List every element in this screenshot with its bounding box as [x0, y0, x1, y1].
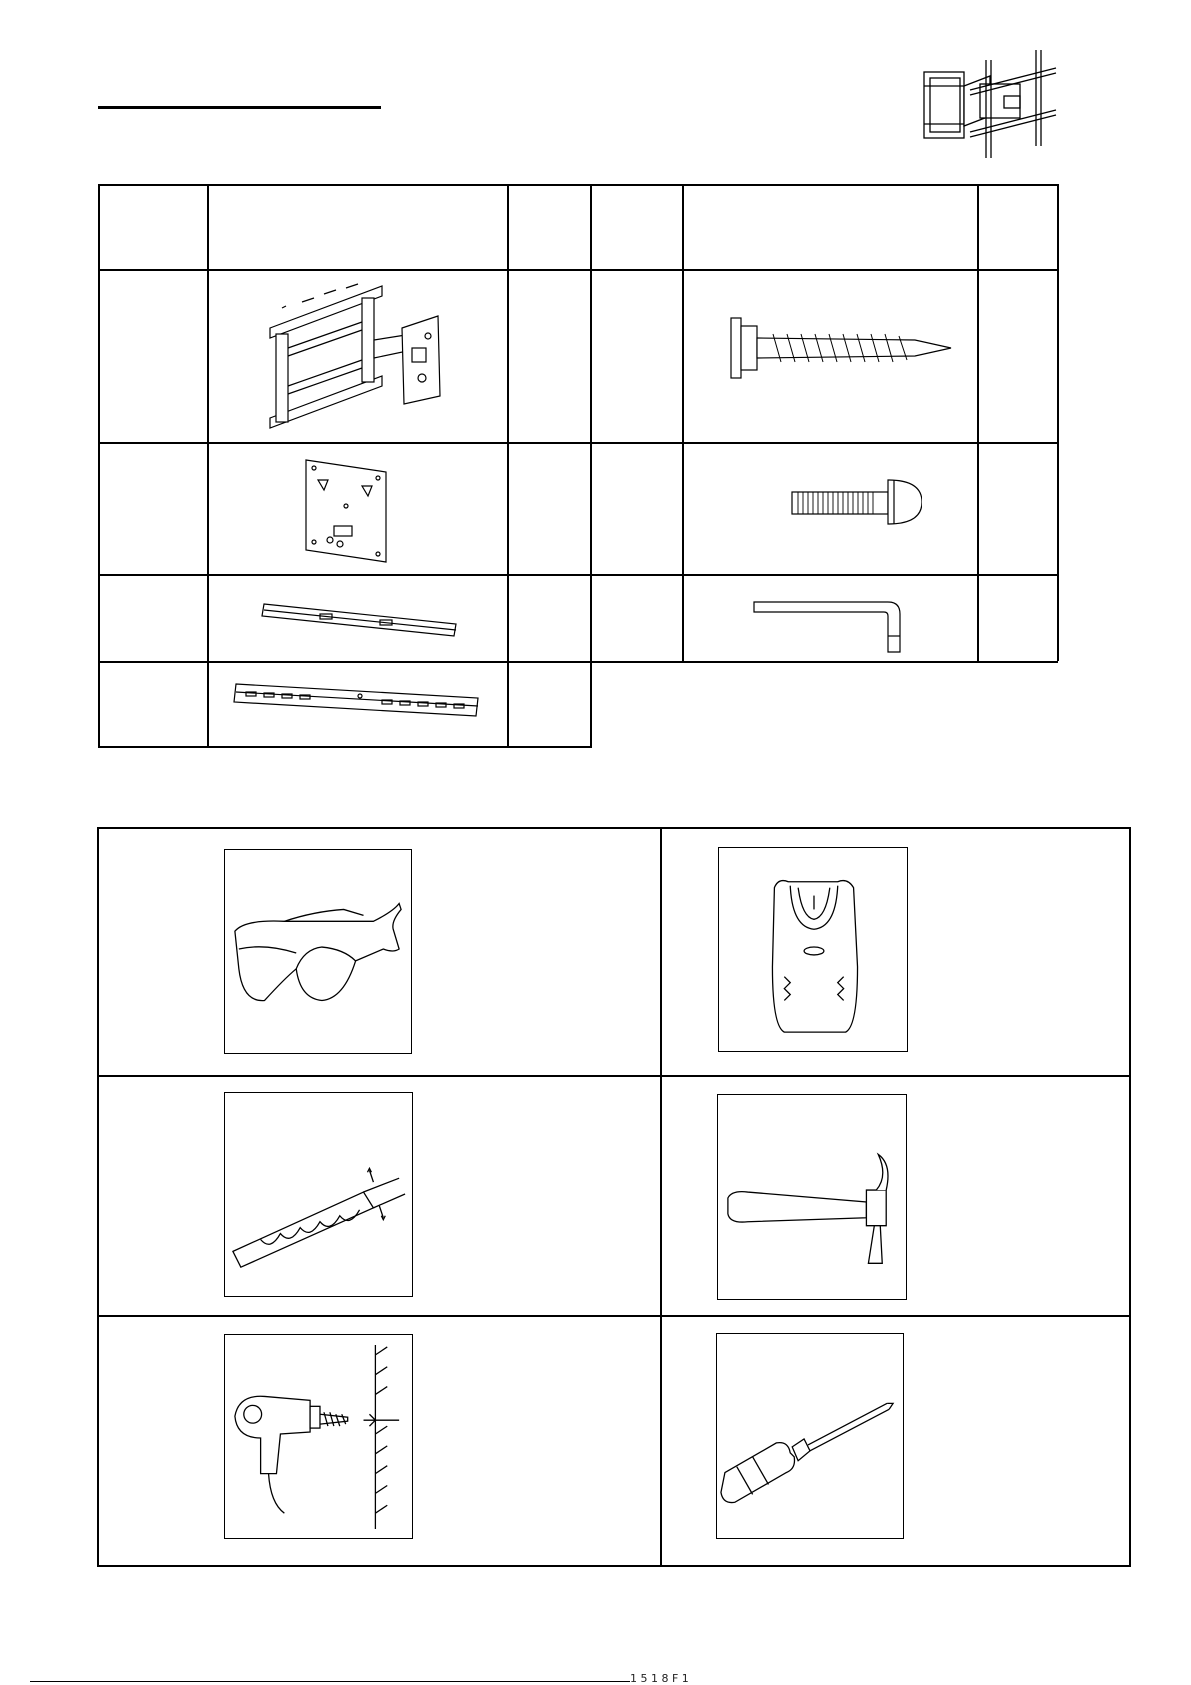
- stud-finder-icon: [719, 848, 907, 1051]
- table-row: [98, 269, 207, 442]
- table-rule: [98, 746, 592, 748]
- lag-bolt-icon: [725, 312, 955, 384]
- table-rule: [590, 184, 1058, 186]
- qty-cell: [977, 269, 1057, 442]
- wall-arm-assembly-icon: [262, 278, 458, 432]
- hammer-icon: [718, 1095, 906, 1299]
- table-rule: [207, 184, 209, 746]
- cross-brace-icon: [260, 598, 460, 642]
- table-rule: [590, 442, 1058, 444]
- table-rule: [590, 574, 1058, 576]
- table-row: [98, 442, 207, 574]
- safety-glasses-icon: [225, 850, 411, 1053]
- footer-rule: [30, 1681, 630, 1682]
- screwdriver-icon: [717, 1334, 903, 1538]
- tools-divider: [660, 827, 662, 1567]
- adapter-plate-icon: [300, 450, 392, 568]
- table-row: [98, 661, 207, 746]
- slotted-rail-icon: [232, 678, 482, 724]
- tools-divider: [97, 1075, 1131, 1077]
- table-rule: [590, 184, 592, 746]
- qty-cell: [682, 269, 683, 270]
- hex-key-icon: [752, 596, 912, 656]
- tool-box-safety-glasses: [224, 849, 412, 1054]
- table-rule: [98, 184, 592, 186]
- qty-cell: [507, 269, 590, 442]
- table-row: [98, 574, 207, 661]
- power-drill-icon: [225, 1335, 412, 1538]
- tool-box-power-drill: [224, 1334, 413, 1539]
- tv-mount-product-icon: [920, 46, 1058, 164]
- table-rule: [1057, 184, 1059, 661]
- tool-box-screwdriver: [716, 1333, 904, 1539]
- tools-divider: [97, 1315, 1131, 1317]
- machine-screw-icon: [790, 474, 922, 530]
- footer-code: 1 5 1 8 F 1: [630, 1672, 689, 1685]
- section-title-underline: [98, 106, 381, 109]
- tool-box-hammer: [717, 1094, 907, 1300]
- drill-bit-icon: [225, 1093, 412, 1296]
- tool-box-stud-finder: [718, 847, 908, 1052]
- tool-box-drill-bit: [224, 1092, 413, 1297]
- table-rule: [590, 661, 1058, 663]
- table-rule: [682, 184, 684, 661]
